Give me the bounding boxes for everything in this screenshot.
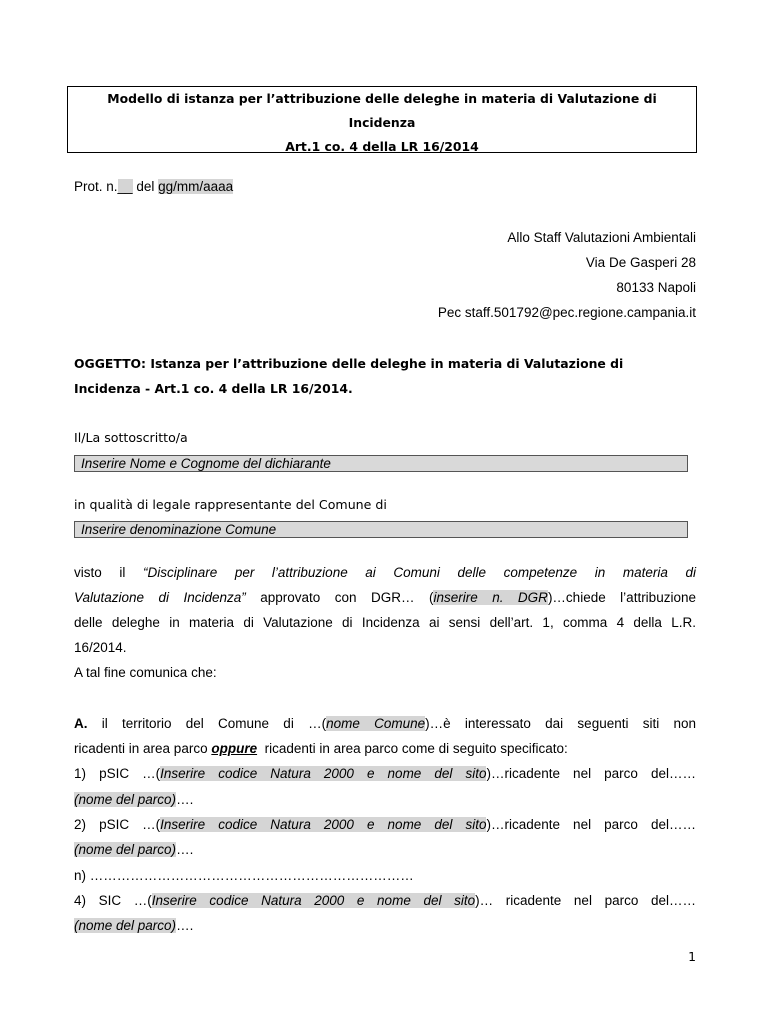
title-line-1: Modello di istanza per l’attribuzione delle deleghe in materia di Valutazione di bbox=[107, 91, 657, 106]
visto-line-4: 16/2014. bbox=[74, 640, 127, 655]
site-item-n: n) ……………………………………………………………… bbox=[74, 868, 414, 883]
section-a-line-2: ricadenti in area parco oppure ricadenti in area parco come di seguito specificato: bbox=[74, 741, 568, 756]
site-item-4: 4) SIC …(Inserire codice Natura 2000 e nome del sito)… ricadente nel parco del…… bbox=[74, 893, 696, 908]
comune-label: in qualità di legale rappresentante del Comune di bbox=[74, 497, 387, 512]
recipient-line-3: 80133 Napoli bbox=[616, 280, 696, 295]
comune-name-field[interactable]: Inserire denominazione Comune bbox=[74, 521, 688, 538]
site-item-4-park: (nome del parco)…. bbox=[74, 918, 194, 933]
visto-line-2: Valutazione di Incidenza” approvato con DGR… (inserire n. DGR)…chiede l’attribuzione bbox=[74, 590, 696, 605]
title-box bbox=[67, 86, 697, 153]
recipient-line-2: Via De Gasperi 28 bbox=[585, 255, 696, 270]
site-item-2-park: (nome del parco)…. bbox=[74, 842, 194, 857]
section-a-line-1: A. il territorio del Comune di …(nome Comune)…è interessato dai seguenti siti non bbox=[74, 716, 696, 731]
visto-line-5: A tal fine comunica che: bbox=[74, 665, 217, 680]
declarant-name-field[interactable]: Inserire Nome e Cognome del dichiarante bbox=[74, 455, 688, 472]
site-item-1-park: (nome del parco)…. bbox=[74, 792, 194, 807]
prot-date: gg/mm/aaaa bbox=[158, 179, 234, 194]
title-line-2: Incidenza bbox=[348, 115, 416, 130]
visto-line-3: delle deleghe in materia di Valutazione di Incidenza ai sensi dell’art. 1, comma 4 della L.R. bbox=[74, 615, 696, 630]
protocol-line bbox=[74, 179, 233, 194]
oggetto-line-1: OGGETTO: Istanza per l’attribuzione delle deleghe in materia di Valutazione di bbox=[74, 356, 624, 371]
prot-number: __ bbox=[117, 179, 133, 194]
prot-del: del bbox=[132, 179, 159, 194]
dgr-placeholder: inserire n. DGR bbox=[433, 590, 548, 605]
title-line-3: Art.1 co. 4 della LR 16/2014 bbox=[285, 139, 479, 154]
nome-comune-placeholder: nome Comune bbox=[326, 716, 426, 731]
visto-line-1: visto il “Disciplinare per l’attribuzione ai Comuni delle competenze in materia di bbox=[74, 565, 696, 580]
recipient-pec: Pec staff.501792@pec.regione.campania.it bbox=[437, 305, 696, 320]
prot-prefix: Prot. n. bbox=[74, 179, 118, 194]
site-item-2: 2) pSIC …(Inserire codice Natura 2000 e nome del sito)…ricadente nel parco del…… bbox=[74, 817, 696, 832]
page-number: 1 bbox=[688, 949, 696, 964]
declarant-label: Il/La sottoscritto/a bbox=[74, 430, 188, 445]
oggetto-line-2: Incidenza - Art.1 co. 4 della LR 16/2014. bbox=[74, 381, 353, 396]
recipient-line-1: Allo Staff Valutazioni Ambientali bbox=[507, 230, 696, 245]
site-item-1: 1) pSIC …(Inserire codice Natura 2000 e nome del sito)…ricadente nel parco del…… bbox=[74, 766, 696, 781]
